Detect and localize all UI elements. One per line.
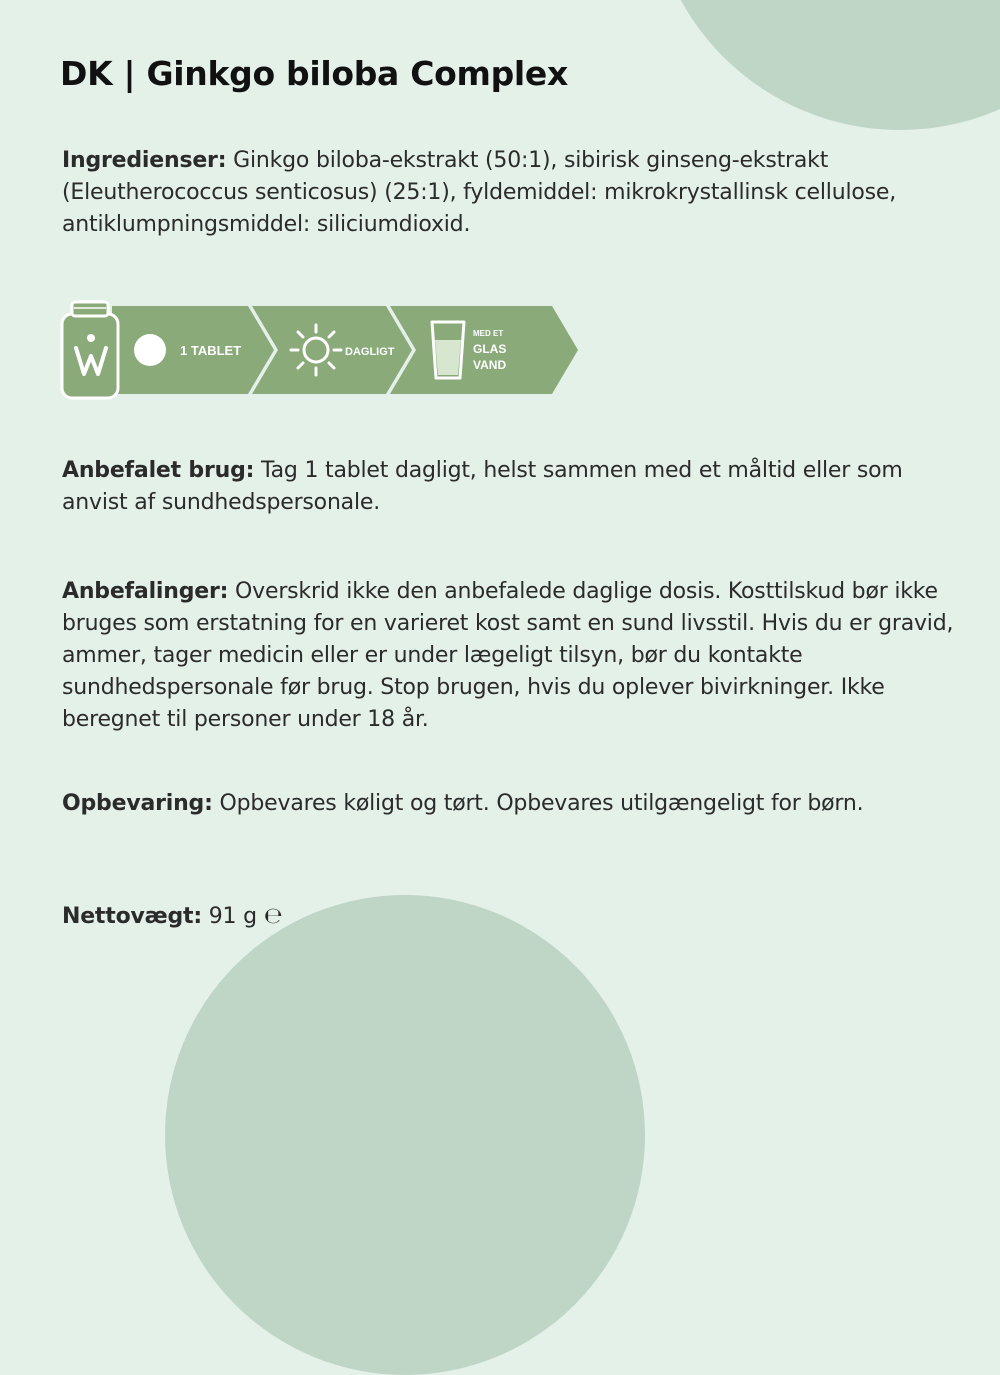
- dose-label: 1 TABLET: [180, 343, 242, 358]
- usage-label: Anbefalet brug:: [62, 458, 255, 483]
- net-weight-paragraph: [62, 901, 962, 933]
- ingredients-label: Ingredienser:: [62, 148, 227, 173]
- storage-text: Opbevares køligt og tørt. Opbevares utilgængeligt for børn.: [212, 791, 864, 816]
- tablet-icon: [134, 334, 166, 366]
- water-label-line2: GLAS: [473, 342, 507, 356]
- recommendations-paragraph: [62, 576, 962, 736]
- decorative-circle-top: [650, 0, 1000, 130]
- water-label-line1: MED ET: [473, 329, 504, 338]
- recommendations-text: Overskrid ikke den anbefalede daglige dosis. Kosttilskud bør ikke bruges som erstatning for en varieret kost samt en sund livsstil. Hvis du er gravid, ammer, tager medicin eller er under lægeligt tilsyn, bør du kontakte sundhedspersonale før brug. Stop brugen, hvis du oplever bivirkninger. Ikke beregnet til personer under 18 år.: [62, 579, 954, 732]
- estimated-sign-icon: ℮: [263, 904, 283, 929]
- usage-paragraph: [62, 455, 962, 519]
- decorative-circle-bottom: [165, 895, 645, 1375]
- ingredients-paragraph: [62, 145, 962, 241]
- page-title: DK | Ginkgo biloba Complex: [60, 54, 568, 93]
- jar-icon: [62, 302, 118, 398]
- water-label-line3: VAND: [473, 358, 507, 372]
- net-weight-value: 91 g: [201, 904, 264, 929]
- dosage-infographic: [60, 300, 580, 400]
- frequency-label: DAGLIGT: [345, 346, 395, 358]
- usage-text: Tag 1 tablet dagligt, helst sammen med et måltid eller som anvist af sundhedspersonale.: [62, 458, 903, 515]
- storage-label: Opbevaring:: [62, 791, 213, 816]
- net-weight-label: Nettovægt:: [62, 904, 202, 929]
- recommendations-label: Anbefalinger:: [62, 579, 229, 604]
- storage-paragraph: [62, 788, 962, 820]
- ingredients-text: Ginkgo biloba-ekstrakt (50:1), sibirisk ginseng-ekstrakt (Eleutherococcus senticosus) (25:1), fyldemiddel: mikrokrystallinsk cellulose, antiklumpningsmiddel: siliciumdioxid.: [62, 148, 897, 237]
